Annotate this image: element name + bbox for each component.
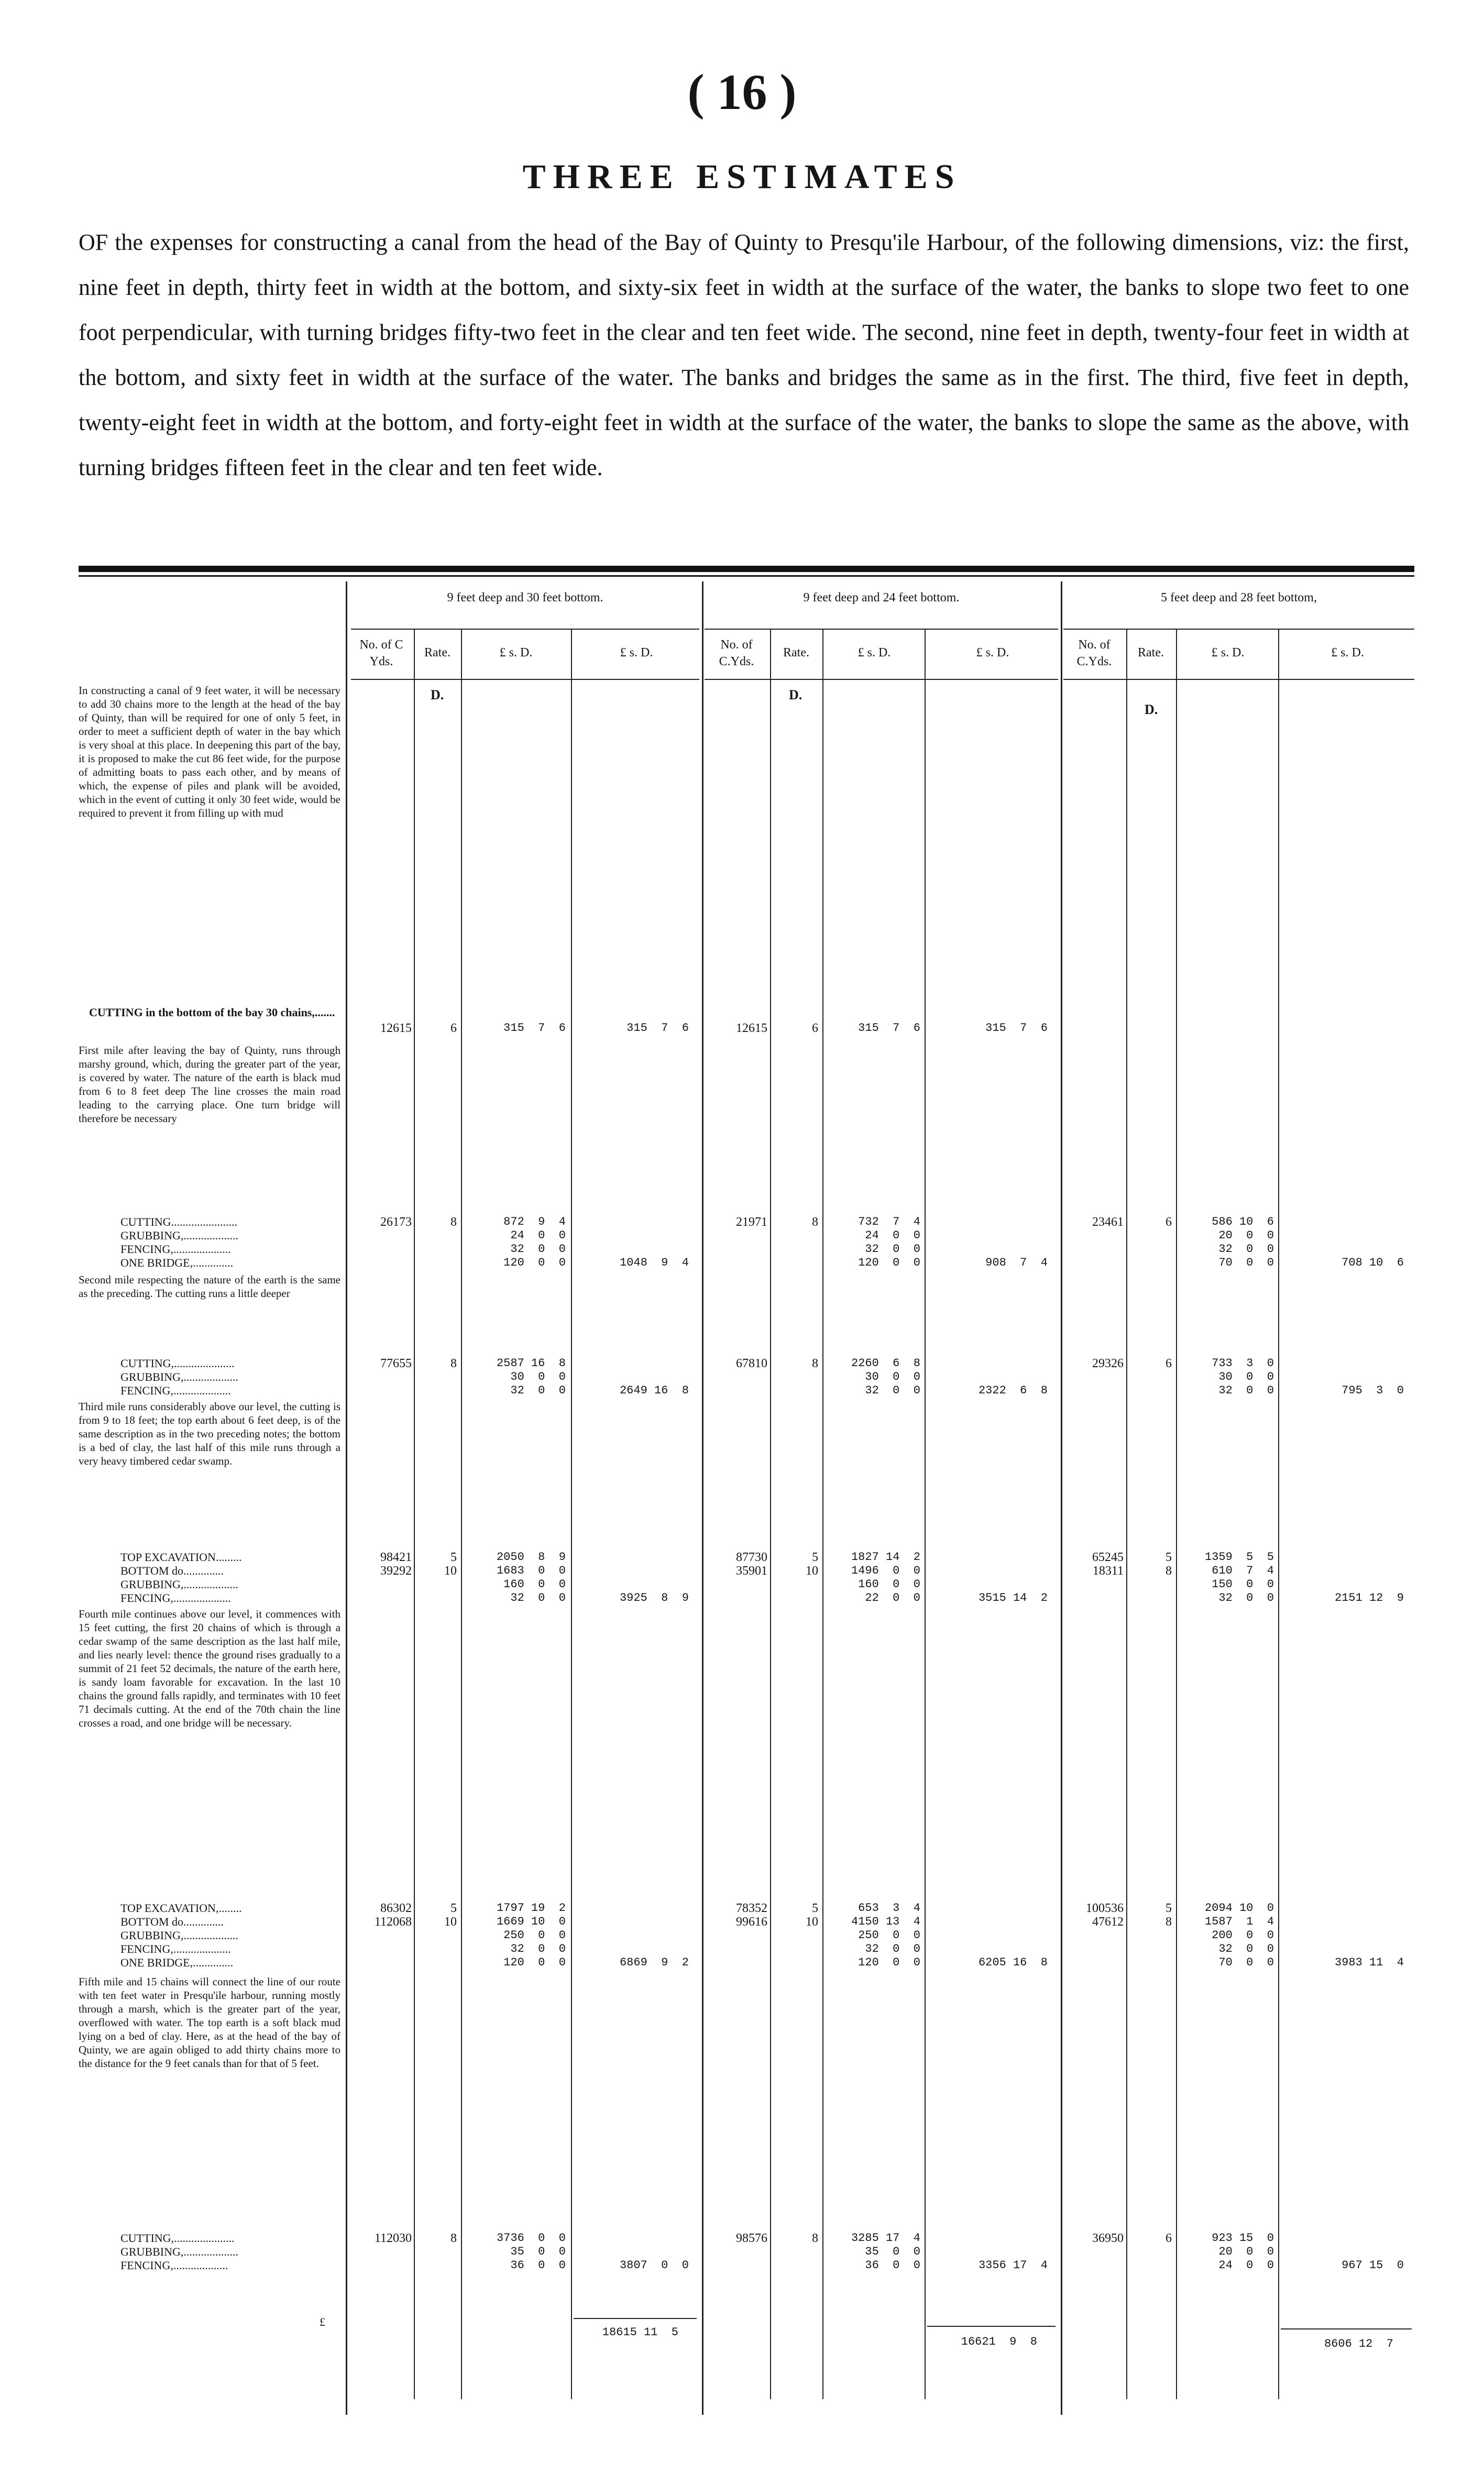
mile5-item: CUTTING,.....................	[120, 2232, 235, 2245]
cost-cell: 35 0 0	[510, 2245, 566, 2258]
mile1-item: GRUBBING,...................	[120, 1229, 238, 1242]
header-lsd-c2: £ s. D.	[1331, 646, 1364, 660]
rate-cell: 8	[450, 1357, 457, 1370]
pence-marker-c: D.	[1145, 702, 1158, 717]
cost-cell: 872 9 4	[503, 1215, 566, 1228]
rate-cell: 5	[1166, 1902, 1172, 1915]
cost-cell: 30 0 0	[510, 1370, 566, 1383]
cubic-yards-cell: 23461	[1092, 1215, 1124, 1229]
mile4-item: TOP EXCAVATION,........	[120, 1902, 242, 1915]
cost-cell: 150 0 0	[1212, 1578, 1274, 1591]
cost-cell: 1496 0 0	[851, 1564, 920, 1577]
estimate-b-title: 9 feet deep and 24 feet bottom.	[803, 591, 960, 604]
mile2-item: GRUBBING,...................	[120, 1370, 238, 1383]
cubic-yards-cell: 98421	[380, 1551, 412, 1564]
estimate-c-title: 5 feet deep and 28 feet bottom,	[1161, 591, 1317, 604]
section-total-cell: 315 7 6	[626, 1021, 689, 1035]
pence-marker-a: D.	[431, 687, 444, 702]
rate-cell: 6	[812, 1021, 818, 1035]
cubic-yards-cell: 12615	[736, 1021, 767, 1035]
cost-cell: 200 0 0	[1212, 1929, 1274, 1942]
cost-cell: 32 0 0	[865, 1243, 920, 1256]
cubic-yards-cell: 67810	[736, 1357, 767, 1370]
bay-cutting-label: CUTTING in the bottom of the bay 30 chains,.......	[89, 1006, 335, 1019]
mile5-item: FENCING,...................	[120, 2259, 228, 2272]
cubic-yards-cell: 26173	[380, 1215, 412, 1229]
cost-cell: 2587 16 8	[496, 1357, 566, 1370]
mile4-item: ONE BRIDGE,..............	[120, 1956, 234, 1969]
divider-a-cost	[571, 629, 572, 2399]
header-underline-b	[705, 679, 1058, 680]
header-lsd-a2: £ s. D.	[620, 646, 653, 660]
rate-cell: 8	[450, 2232, 457, 2245]
estimate-a-title: 9 feet deep and 30 feet bottom.	[447, 591, 603, 604]
grand-total-rule-c	[1281, 2328, 1412, 2329]
divider-c-cost	[1278, 629, 1279, 2399]
rate-cell: 6	[1166, 2232, 1172, 2245]
grand-total-c: 8606 12 7	[1324, 2337, 1393, 2350]
cost-cell: 3736 0 0	[496, 2232, 566, 2245]
cost-cell: 120 0 0	[858, 1956, 920, 1969]
cost-cell: 160 0 0	[858, 1578, 920, 1591]
header-underline-a	[351, 679, 699, 680]
cubic-yards-cell: 35901	[736, 1564, 767, 1578]
cubic-yards-cell: 86302	[380, 1902, 412, 1915]
cubic-yards-cell: 112030	[374, 2232, 412, 2245]
section-total-cell: 315 7 6	[985, 1021, 1048, 1035]
cubic-yards-cell: 112068	[374, 1915, 412, 1929]
mile1-note: First mile after leaving the bay of Quinty, runs through marshy ground, which, during the greater part of the year, is covered by water. The nature of the earth is black mud from 6 to 8 feet deep The line crosses the main road leading to the carrying place. One turn bridge will therefore be necessary	[79, 1044, 340, 1125]
header-yds-b: No. of C.Yds.	[719, 638, 754, 668]
cost-cell: 22 0 0	[865, 1591, 920, 1604]
cubic-yards-cell: 29326	[1092, 1357, 1124, 1370]
cost-cell: 250 0 0	[858, 1929, 920, 1942]
cost-cell: 2094 10 0	[1204, 1902, 1274, 1915]
cost-cell: 1359 5 5	[1204, 1551, 1274, 1564]
divider-b-rate	[822, 629, 823, 2399]
cubic-yards-cell: 100536	[1086, 1902, 1124, 1915]
mile2-note: Second mile respecting the nature of the earth is the same as the preceding. The cutting runs a little deeper	[79, 1273, 340, 1300]
cost-cell: 32 0 0	[1218, 1942, 1274, 1955]
cubic-yards-cell: 77655	[380, 1357, 412, 1370]
mile4-items	[79, 1902, 346, 1970]
rate-cell: 5	[812, 1902, 818, 1915]
cubic-yards-cell: 39292	[380, 1564, 412, 1578]
section-total-cell: 1048 9 4	[619, 1256, 689, 1269]
cost-cell: 1669 10 0	[496, 1915, 566, 1928]
cost-cell: 32 0 0	[510, 1243, 566, 1256]
rate-cell: 8	[812, 1215, 818, 1229]
header-underline-c	[1063, 679, 1414, 680]
mile2-items	[79, 1357, 346, 1398]
divider-a-yds	[414, 629, 415, 2399]
header-yds-a: No. of C Yds.	[359, 638, 403, 668]
cost-cell: 610 7 4	[1212, 1564, 1274, 1577]
cubic-yards-cell: 36950	[1092, 2232, 1124, 2245]
cubic-yards-cell: 99616	[736, 1915, 767, 1929]
cost-cell: 1797 19 2	[496, 1902, 566, 1915]
cost-cell: 586 10 6	[1212, 1215, 1274, 1228]
cost-cell: 36 0 0	[865, 2259, 920, 2272]
cost-cell: 32 0 0	[510, 1384, 566, 1397]
cubic-yards-cell: 98576	[736, 2232, 767, 2245]
cost-cell: 315 7 6	[503, 1021, 566, 1035]
cost-cell: 32 0 0	[510, 1591, 566, 1604]
cost-cell: 30 0 0	[865, 1370, 920, 1383]
mile5-note: Fifth mile and 15 chains will connect the line of our route with ten feet water in Presqu'ile harbour, running mostly through a marsh, which is the greater part of the year, overflowed with water. The top earth is a soft black mud lying on a bed of clay. Here, as at the head of the bay of Quinty, we are again obliged to add thirty chains more to the distance for the 9 feet canals than for that of 5 feet.	[79, 1975, 340, 2070]
divider-est-b	[1061, 581, 1062, 2415]
section-total-cell: 6869 9 2	[619, 1956, 689, 1969]
divider-c-yds	[1126, 629, 1127, 2399]
divider-b-yds	[770, 629, 771, 2399]
section-total-cell: 2649 16 8	[619, 1384, 689, 1397]
mile1-item: ONE BRIDGE,..............	[120, 1256, 234, 1269]
cost-cell: 20 0 0	[1218, 1229, 1274, 1242]
cubic-yards-cell: 18311	[1092, 1564, 1124, 1578]
header-lsd-b2: £ s. D.	[976, 646, 1009, 660]
cost-cell: 653 3 4	[858, 1902, 920, 1915]
cost-cell: 32 0 0	[1218, 1591, 1274, 1604]
mile3-note: Third mile runs considerably above our level, the cutting is from 9 to 18 feet; the top earth about 6 feet deep, is of the same description as in the two preceding notes; the bottom is a bed of clay, the last half of this mile runs through a very heavy timbered cedar swamp.	[79, 1400, 340, 1467]
cost-cell: 4150 13 4	[851, 1915, 920, 1928]
cost-cell: 30 0 0	[1218, 1370, 1274, 1383]
page-heading: THREE ESTIMATES	[522, 158, 962, 196]
rate-cell: 6	[1166, 1215, 1172, 1229]
pence-marker-b: D.	[789, 687, 803, 702]
mile1-items	[79, 1215, 346, 1270]
mile4-item: GRUBBING,...................	[120, 1929, 238, 1942]
cost-cell: 3285 17 4	[851, 2232, 920, 2245]
mile1-item: CUTTING.......................	[120, 1215, 238, 1228]
rate-cell: 5	[812, 1551, 818, 1564]
mile4-note: Fourth mile continues above our level, it commences with 15 feet cutting, the first 20 chains of which is through a cedar swamp of the same description as the last half mile, and lies nearly level: thence the ground rises gradually to a summit of 21 feet 52 decimals, the nature of the earth here, is sandy loam favorable for excavation. In the last 10 chains the ground falls rapidly, and terminates with 10 feet 71 decimals cutting. At the end of the 70th chain the line crosses a road, and one bridge will be necessary.	[79, 1608, 340, 1729]
rate-cell: 6	[1166, 1357, 1172, 1370]
cost-cell: 70 0 0	[1218, 1256, 1274, 1269]
section-total-cell: 908 7 4	[985, 1256, 1048, 1269]
cost-cell: 1683 0 0	[496, 1564, 566, 1577]
title-underline-c	[1063, 629, 1414, 630]
mile3-item: GRUBBING,...................	[120, 1578, 238, 1591]
cost-cell: 70 0 0	[1218, 1956, 1274, 1969]
rate-cell: 10	[806, 1915, 818, 1929]
divider-desc	[346, 581, 347, 2415]
rate-cell: 8	[812, 2232, 818, 2245]
header-yds-c: No. of C.Yds.	[1076, 638, 1112, 668]
mile5-item: GRUBBING,...................	[120, 2245, 238, 2258]
mile1-item: FENCING,....................	[120, 1243, 231, 1256]
grand-total-a: 18615 11 5	[602, 2326, 678, 2339]
cost-cell: 315 7 6	[858, 1021, 920, 1035]
cost-cell: 1827 14 2	[851, 1551, 920, 1564]
rate-cell: 6	[450, 1021, 457, 1035]
header-lsd-c1: £ s. D.	[1211, 646, 1245, 660]
cost-cell: 32 0 0	[1218, 1243, 1274, 1256]
cost-cell: 35 0 0	[865, 2245, 920, 2258]
rate-cell: 5	[1166, 1551, 1172, 1564]
cubic-yards-cell: 78352	[736, 1902, 767, 1915]
cost-cell: 120 0 0	[858, 1256, 920, 1269]
header-lsd-b1: £ s. D.	[858, 646, 891, 660]
section-total-cell: 795 3 0	[1342, 1384, 1404, 1397]
cost-cell: 24 0 0	[510, 1229, 566, 1242]
cubic-yards-cell: 65245	[1092, 1551, 1124, 1564]
page-number: ( 16 )	[687, 64, 797, 120]
cost-cell: 733 3 0	[1212, 1357, 1274, 1370]
grand-total-rule-b	[927, 2326, 1056, 2327]
cubic-yards-cell: 87730	[736, 1551, 767, 1564]
top-rule-thin	[79, 575, 1414, 577]
section-total-cell: 967 15 0	[1342, 2259, 1404, 2272]
cost-cell: 20 0 0	[1218, 2245, 1274, 2258]
cost-cell: 32 0 0	[865, 1384, 920, 1397]
cost-cell: 32 0 0	[865, 1942, 920, 1955]
cost-cell: 36 0 0	[510, 2259, 566, 2272]
mile3-item: BOTTOM do..............	[120, 1564, 224, 1577]
cost-cell: 2260 6 8	[851, 1357, 920, 1370]
mile3-item: TOP EXCAVATION.........	[120, 1551, 242, 1564]
pound-sign: £	[320, 2315, 325, 2328]
mile2-item: FENCING,....................	[120, 1384, 231, 1397]
rate-cell: 8	[1166, 1564, 1172, 1578]
title-underline-b	[705, 629, 1058, 630]
divider-c-rate	[1176, 629, 1177, 2399]
divider-b-cost	[925, 629, 926, 2399]
section-total-cell: 3515 14 2	[978, 1591, 1048, 1604]
grand-total-b: 16621 9 8	[961, 2335, 1037, 2348]
cost-cell: 120 0 0	[503, 1956, 566, 1969]
cost-cell: 24 0 0	[1218, 2259, 1274, 2272]
cost-cell: 1587 1 4	[1204, 1915, 1274, 1928]
cubic-yards-cell: 21971	[736, 1215, 767, 1229]
header-rate-c: Rate.	[1138, 646, 1164, 660]
rate-cell: 5	[450, 1551, 457, 1564]
section-total-cell: 3807 0 0	[619, 2259, 689, 2272]
cubic-yards-cell: 47612	[1092, 1915, 1124, 1929]
cost-cell: 923 15 0	[1212, 2232, 1274, 2245]
mile4-item: BOTTOM do..............	[120, 1915, 224, 1928]
section-total-cell: 2322 6 8	[978, 1384, 1048, 1397]
cost-cell: 120 0 0	[503, 1256, 566, 1269]
intro-paragraph: OF the expenses for constructing a canal from the head of the Bay of Quinty to Presqu'ile Harbour, of the following dimensions, viz: the first, nine feet in depth, thirty feet in width at the bottom, and sixty-six feet in width at the surface of the water, the banks to slope two feet to one foot perpendicular, with turning bridges fifty-two feet in the clear and ten feet wide. The second, nine feet in depth, twenty-four feet in width at the bottom, and sixty feet in width at the surface of the water. The banks and bridges the same as in the first. The third, five feet in depth, twenty-eight feet in width at the bottom, and forty-eight feet in width at the surface of the water, the banks to slope the same as the above, with turning bridges fifteen feet in the clear and ten feet wide.	[79, 229, 1409, 480]
grand-total-rule-a	[574, 2318, 697, 2319]
rate-cell: 5	[450, 1902, 457, 1915]
section-total-cell: 3983 11 4	[1334, 1956, 1404, 1969]
top-rule-thick	[79, 566, 1414, 572]
intro-note: In constructing a canal of 9 feet water, it will be necessary to add 30 chains more to the length at the head of the bay of Quinty, than will be required for one of only 5 feet, in order to meet a sufficient depth of water in the bay which is very shoal at this place. In deepening this part of the bay, it is proposed to make the cut 86 feet wide, for the purpose of admitting boats to pass each other, and by means of which, the expense of piles and plank will be avoided, which in the event of cutting it only 30 feet wide, would be required to prevent it from filling up with mud	[79, 684, 340, 819]
section-total-cell: 708 10 6	[1342, 1256, 1404, 1269]
mile3-item: FENCING,....................	[120, 1591, 231, 1604]
rate-cell: 10	[444, 1915, 457, 1929]
header-rate-b: Rate.	[783, 646, 809, 660]
mile3-items	[79, 1551, 346, 1605]
rate-cell: 10	[806, 1564, 818, 1578]
divider-a-rate	[461, 629, 462, 2399]
cost-cell: 24 0 0	[865, 1229, 920, 1242]
section-total-cell: 3925 8 9	[619, 1591, 689, 1604]
mile4-item: FENCING,....................	[120, 1942, 231, 1955]
header-rate-a: Rate.	[424, 646, 450, 660]
rate-cell: 8	[450, 1215, 457, 1229]
rate-cell: 8	[1166, 1915, 1172, 1929]
mile5-items	[79, 2232, 346, 2272]
section-total-cell: 6205 16 8	[978, 1956, 1048, 1969]
cost-cell: 732 7 4	[858, 1215, 920, 1228]
cubic-yards-cell: 12615	[380, 1021, 412, 1035]
cost-cell: 2050 8 9	[496, 1551, 566, 1564]
divider-est-a	[702, 581, 703, 2415]
rate-cell: 8	[812, 1357, 818, 1370]
title-underline-a	[351, 629, 699, 630]
cost-cell: 32 0 0	[510, 1942, 566, 1955]
section-total-cell: 3356 17 4	[978, 2259, 1048, 2272]
cost-cell: 160 0 0	[503, 1578, 566, 1591]
cost-cell: 32 0 0	[1218, 1384, 1274, 1397]
mile2-item: CUTTING,.....................	[120, 1357, 235, 1370]
section-total-cell: 2151 12 9	[1334, 1591, 1404, 1604]
rate-cell: 10	[444, 1564, 457, 1578]
header-lsd-a1: £ s. D.	[499, 646, 533, 660]
cost-cell: 250 0 0	[503, 1929, 566, 1942]
